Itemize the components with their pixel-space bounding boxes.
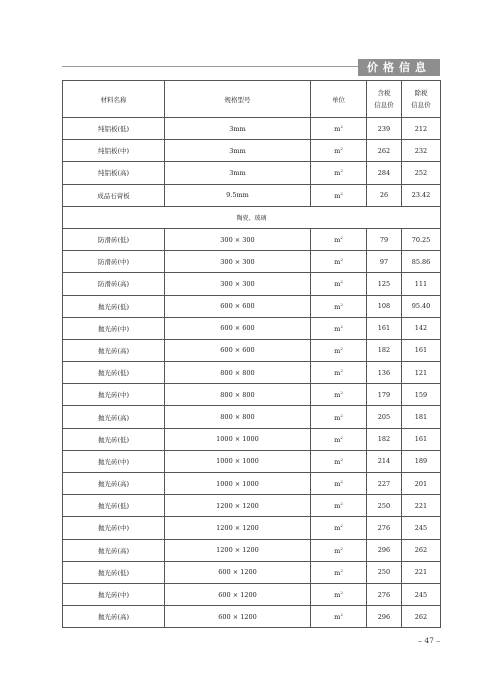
unit-text: m (334, 546, 341, 555)
table-row (63, 273, 441, 295)
unit-cell (311, 539, 367, 561)
header-spec: 规格型号 (165, 81, 311, 118)
unit-text: m (334, 591, 341, 600)
unit-exponent: 2 (340, 412, 343, 418)
tax-excluded-price-cell: 232 (402, 140, 441, 162)
tax-excluded-price-cell: 221 (402, 561, 441, 583)
material-name-cell: 抛光砖(中) (63, 583, 165, 605)
unit-text: m (334, 369, 341, 378)
spec-cell: 1200 × 1200 (165, 539, 311, 561)
spec-cell: 1000 × 1000 (165, 450, 311, 472)
unit-exponent: 2 (340, 168, 343, 174)
spec-cell: 600 × 600 (165, 339, 311, 361)
material-name-cell: 抛光砖(高) (63, 539, 165, 561)
tax-excluded-price-cell: 121 (402, 362, 441, 384)
unit-exponent: 2 (340, 368, 343, 374)
tax-excluded-price-cell: 85.86 (402, 251, 441, 273)
table-row (63, 450, 441, 472)
header-tax-included-line1: 含税 (377, 89, 391, 97)
table-row (63, 162, 441, 184)
unit-cell (311, 362, 367, 384)
material-name-cell: 抛光砖(低) (63, 295, 165, 317)
tax-included-price-cell: 108 (367, 295, 402, 317)
unit-exponent: 2 (340, 456, 343, 462)
tax-excluded-price-cell: 189 (402, 450, 441, 472)
spec-cell: 600 × 1200 (165, 606, 311, 628)
material-name-cell: 抛光砖(中) (63, 384, 165, 406)
unit-cell (311, 339, 367, 361)
unit-text: m (334, 391, 341, 400)
unit-cell (311, 295, 367, 317)
spec-cell: 9.5mm (165, 184, 311, 206)
unit-exponent: 2 (340, 612, 343, 618)
tax-included-price-cell: 79 (367, 228, 402, 250)
table-row (63, 561, 441, 583)
unit-exponent: 2 (340, 390, 343, 396)
header-rule (62, 66, 358, 67)
unit-text: m (334, 502, 341, 511)
table-row (63, 428, 441, 450)
spec-cell: 600 × 600 (165, 295, 311, 317)
tax-excluded-price-cell: 159 (402, 384, 441, 406)
unit-exponent: 2 (340, 279, 343, 285)
unit-exponent: 2 (340, 301, 343, 307)
tax-excluded-price-cell: 262 (402, 606, 441, 628)
tax-included-price-cell: 276 (367, 517, 402, 539)
tax-excluded-price-cell: 161 (402, 428, 441, 450)
unit-cell (311, 317, 367, 339)
table-header-row (63, 81, 441, 118)
material-name-cell: 抛光砖(中) (63, 517, 165, 539)
unit-exponent: 2 (340, 124, 343, 130)
tax-included-price-cell: 250 (367, 561, 402, 583)
unit-text: m (334, 302, 341, 311)
unit-cell (311, 184, 367, 206)
table-row (63, 473, 441, 495)
unit-text: m (334, 147, 341, 156)
spec-cell: 1200 × 1200 (165, 517, 311, 539)
unit-cell (311, 517, 367, 539)
table-row (63, 339, 441, 361)
unit-exponent: 2 (340, 501, 343, 507)
spec-cell: 600 × 1200 (165, 561, 311, 583)
unit-text: m (334, 191, 341, 200)
unit-cell (311, 495, 367, 517)
tax-excluded-price-cell: 245 (402, 517, 441, 539)
table-group-row (63, 206, 441, 228)
section-tab: 价格信息 (358, 59, 440, 76)
unit-cell (311, 228, 367, 250)
spec-cell: 1200 × 1200 (165, 495, 311, 517)
spec-cell: 3mm (165, 162, 311, 184)
material-name-cell: 抛光砖(低) (63, 495, 165, 517)
material-name-cell: 抛光砖(低) (63, 362, 165, 384)
tax-included-price-cell: 284 (367, 162, 402, 184)
tax-included-price-cell: 182 (367, 339, 402, 361)
price-table (62, 80, 441, 628)
material-name-cell: 纯铝板(高) (63, 162, 165, 184)
unit-exponent: 2 (340, 257, 343, 263)
spec-cell: 1000 × 1000 (165, 473, 311, 495)
unit-cell (311, 583, 367, 605)
tax-included-price-cell: 161 (367, 317, 402, 339)
spec-cell: 800 × 800 (165, 362, 311, 384)
unit-cell (311, 384, 367, 406)
table-row (63, 140, 441, 162)
material-name-cell: 防滑砖(高) (63, 273, 165, 295)
unit-cell (311, 118, 367, 140)
unit-text: m (334, 125, 341, 134)
tax-included-price-cell: 262 (367, 140, 402, 162)
tax-included-price-cell: 26 (367, 184, 402, 206)
table-row (63, 406, 441, 428)
unit-exponent: 2 (340, 146, 343, 152)
material-name-cell: 防滑砖(低) (63, 228, 165, 250)
tax-excluded-price-cell: 95.40 (402, 295, 441, 317)
tax-included-price-cell: 250 (367, 495, 402, 517)
unit-cell (311, 406, 367, 428)
tax-included-price-cell: 182 (367, 428, 402, 450)
unit-text: m (334, 568, 341, 577)
spec-cell: 600 × 600 (165, 317, 311, 339)
unit-text: m (334, 480, 341, 489)
unit-exponent: 2 (340, 567, 343, 573)
header-tax-included-price (367, 81, 402, 118)
unit-exponent: 2 (340, 345, 343, 351)
unit-exponent: 2 (340, 190, 343, 196)
material-name-cell: 抛光砖(高) (63, 606, 165, 628)
unit-text: m (334, 324, 341, 333)
material-name-cell: 纯铝板(低) (63, 118, 165, 140)
unit-text: m (334, 346, 341, 355)
material-name-cell: 抛光砖(中) (63, 317, 165, 339)
header-tax-excluded-price (402, 81, 441, 118)
tax-included-price-cell: 136 (367, 362, 402, 384)
table-row (63, 295, 441, 317)
table-row (63, 118, 441, 140)
tax-included-price-cell: 179 (367, 384, 402, 406)
header-tax-excluded-line1: 除税 (414, 89, 428, 97)
table-row (63, 228, 441, 250)
table-body (63, 118, 441, 628)
unit-exponent: 2 (340, 590, 343, 596)
tax-excluded-price-cell: 111 (402, 273, 441, 295)
material-name-cell: 抛光砖(中) (63, 450, 165, 472)
table-row (63, 495, 441, 517)
unit-cell (311, 251, 367, 273)
unit-text: m (334, 613, 341, 622)
unit-exponent: 2 (340, 434, 343, 440)
unit-text: m (334, 280, 341, 289)
unit-exponent: 2 (340, 323, 343, 329)
table-row (63, 251, 441, 273)
table-row (63, 539, 441, 561)
tax-excluded-price-cell: 245 (402, 583, 441, 605)
material-name-cell: 防滑砖(中) (63, 251, 165, 273)
header-unit: 单位 (311, 81, 367, 118)
unit-text: m (334, 169, 341, 178)
material-name-cell: 抛光砖(低) (63, 428, 165, 450)
tax-included-price-cell: 227 (367, 473, 402, 495)
tax-excluded-price-cell: 181 (402, 406, 441, 428)
unit-exponent: 2 (340, 479, 343, 485)
table-row (63, 317, 441, 339)
spec-cell: 3mm (165, 140, 311, 162)
unit-cell (311, 561, 367, 583)
unit-cell (311, 162, 367, 184)
spec-cell: 1000 × 1000 (165, 428, 311, 450)
tax-excluded-price-cell: 142 (402, 317, 441, 339)
header-tax-included-line2: 信息价 (374, 101, 394, 109)
unit-cell (311, 473, 367, 495)
header-material-name: 材料名称 (63, 81, 165, 118)
spec-cell: 300 × 300 (165, 251, 311, 273)
tax-excluded-price-cell: 70.25 (402, 228, 441, 250)
unit-exponent: 2 (340, 235, 343, 241)
tax-excluded-price-cell: 262 (402, 539, 441, 561)
table-row (63, 583, 441, 605)
material-name-cell: 抛光砖(高) (63, 339, 165, 361)
material-name-cell: 抛光砖(高) (63, 406, 165, 428)
tax-included-price-cell: 214 (367, 450, 402, 472)
tax-included-price-cell: 276 (367, 583, 402, 605)
unit-text: m (334, 258, 341, 267)
unit-text: m (334, 457, 341, 466)
tax-included-price-cell: 205 (367, 406, 402, 428)
table-row (63, 606, 441, 628)
tax-included-price-cell: 296 (367, 539, 402, 561)
tax-included-price-cell: 239 (367, 118, 402, 140)
material-name-cell: 成品石膏板 (63, 184, 165, 206)
unit-cell (311, 140, 367, 162)
unit-exponent: 2 (340, 523, 343, 529)
table-row (63, 362, 441, 384)
tax-excluded-price-cell: 161 (402, 339, 441, 361)
table-row (63, 184, 441, 206)
tax-excluded-price-cell: 252 (402, 162, 441, 184)
tax-included-price-cell: 125 (367, 273, 402, 295)
unit-cell (311, 273, 367, 295)
spec-cell: 300 × 300 (165, 228, 311, 250)
table-row (63, 517, 441, 539)
spec-cell: 3mm (165, 118, 311, 140)
tax-excluded-price-cell: 221 (402, 495, 441, 517)
unit-cell (311, 428, 367, 450)
spec-cell: 800 × 800 (165, 384, 311, 406)
tax-excluded-price-cell: 201 (402, 473, 441, 495)
spec-cell: 300 × 300 (165, 273, 311, 295)
material-name-cell: 纯铝板(中) (63, 140, 165, 162)
group-label: 陶瓷、玻璃 (63, 206, 441, 228)
material-name-cell: 抛光砖(高) (63, 473, 165, 495)
unit-exponent: 2 (340, 545, 343, 551)
page-number: – 47 – (418, 636, 440, 645)
unit-cell (311, 606, 367, 628)
table-row (63, 384, 441, 406)
tax-excluded-price-cell: 212 (402, 118, 441, 140)
spec-cell: 600 × 1200 (165, 583, 311, 605)
unit-text: m (334, 524, 341, 533)
header-tax-excluded-line2: 信息价 (411, 101, 431, 109)
tax-included-price-cell: 97 (367, 251, 402, 273)
unit-cell (311, 450, 367, 472)
tax-excluded-price-cell: 23.42 (402, 184, 441, 206)
material-name-cell: 抛光砖(低) (63, 561, 165, 583)
spec-cell: 800 × 800 (165, 406, 311, 428)
unit-text: m (334, 236, 341, 245)
unit-text: m (334, 413, 341, 422)
unit-text: m (334, 435, 341, 444)
tax-included-price-cell: 296 (367, 606, 402, 628)
